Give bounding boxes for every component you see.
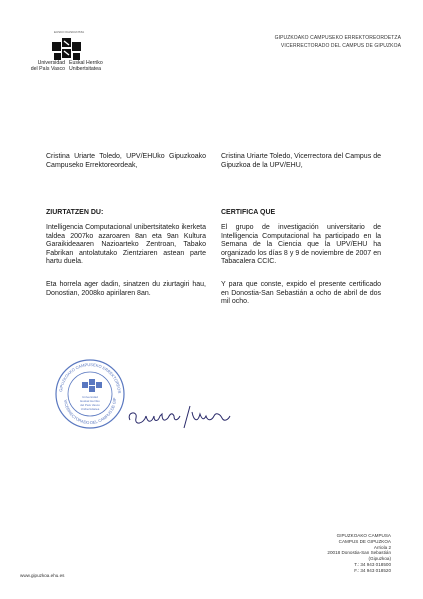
uni-es-line1: Universidad xyxy=(37,60,65,66)
left-intro: Cristina Uriarte Toledo, UPV/EHUko Gipuzkoako Campuseko Errektoreordeak, xyxy=(46,153,206,169)
university-name-es xyxy=(20,60,65,72)
university-name-eu xyxy=(69,60,119,72)
website-link[interactable]: www.gipuzkoa.ehu.es xyxy=(20,573,65,578)
right-intro: Cristina Uriarte Toledo, Vicerrectora del Campus de Gipuzkoa de la UPV/EHU, xyxy=(221,153,381,169)
stamp-inner2: Euskal Herriko xyxy=(80,399,100,403)
address-line: T.: 34 943 018500 xyxy=(354,561,391,567)
logo-motto: EUSKO IKASKUNTZA xyxy=(54,30,85,34)
uni-eu-line1: Euskal Herriko xyxy=(69,60,103,66)
address-line: 20018 Donostia-San Sebastián xyxy=(327,550,391,556)
right-para2: Y para que conste, expido el presente certificado en Donostia-San Sebastián a ocho de abril de dos mil ocho. xyxy=(221,281,381,306)
stamp-outer-text: GIPUZKOAKO CAMPUSEKO ERREKTOREOR xyxy=(58,361,123,394)
address-line: Arriola 2 xyxy=(373,544,391,550)
footer-address xyxy=(261,533,391,574)
right-para1: El grupo de investigación universitario de Intelligencia Computacional ha participado en la Semana de la Ciencia que la UPV/EHU ha organizado los días 8 y 9 de noviembre de 2007 en Tabacalera CCIC. xyxy=(221,224,381,266)
header-right-line2: VICERRECTORADO DEL CAMPUS DE GIPUZKOA xyxy=(280,43,401,49)
stamp-outer-text-bottom: VICERRECTORADO DEL CAMPUS DE GIP xyxy=(63,397,118,426)
left-heading: ZIURTATZEN DU: xyxy=(46,209,104,216)
left-para2: Eta horrela ager dadin, sinatzen du ziurtagiri hau, Donostian, 2008ko apirilaren 8an. xyxy=(46,281,206,297)
uni-es-line2: del País Vasco xyxy=(30,66,65,72)
stamp-inner4: Unibertsitatea xyxy=(80,407,100,411)
right-heading: CERTIFICA QUE xyxy=(221,209,276,216)
address-line: (Gipuzkoa) xyxy=(368,556,391,562)
stamp-inner3: del País Vasco xyxy=(80,403,100,407)
address-line: F.: 34 943 018520 xyxy=(354,567,391,573)
official-stamp xyxy=(54,358,126,430)
uni-eu-line2: Unibertsitatea xyxy=(69,66,102,72)
svg-text:GIPUZKOAKO CAMPUSEKO ERREKTORE xyxy=(54,358,122,394)
address-line: GIPUZKOAKO CAMPUSA xyxy=(336,533,391,538)
signature xyxy=(124,402,232,434)
header-right-line1: GIPUZKOAKO CAMPUSEKO ERREKTOREORDETZA xyxy=(274,35,401,41)
stamp-inner1: Universidad xyxy=(82,395,98,399)
left-para1: Intelligencia Computacional unibertsitateko ikerketa taldea 2007ko azaroaren 8an eta 9an Kultura Garaikideaaren Nazioarteko Zentroan, Tabako Fabrikan antolatutako Zientziaren astean parte hartu duela. xyxy=(46,224,206,266)
upv-ehu-logo xyxy=(52,38,82,62)
address-line: CAMPUS DE GIPUZKOA xyxy=(338,538,391,544)
